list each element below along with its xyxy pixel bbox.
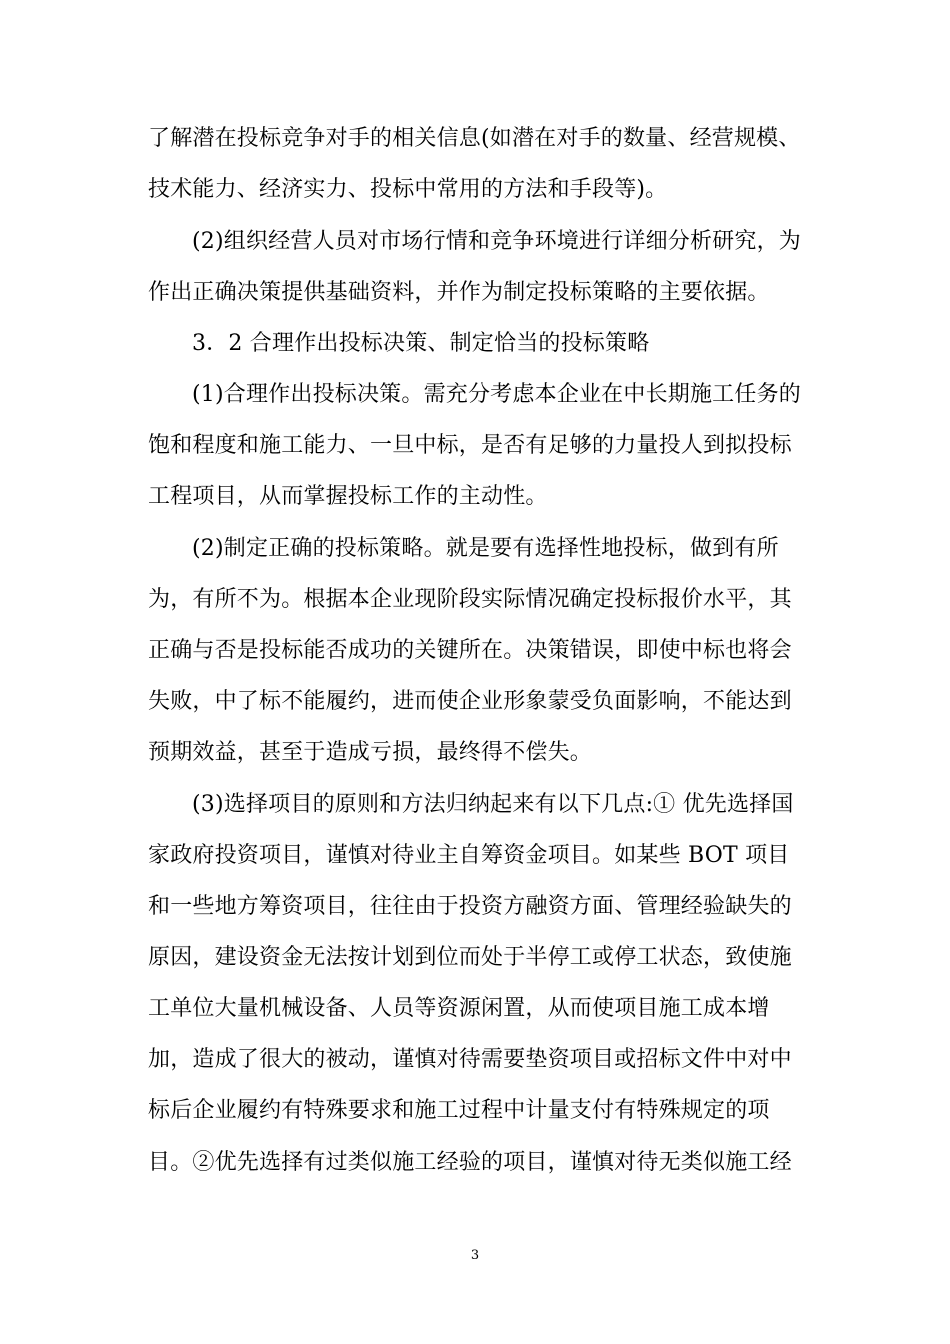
text-line: 为，有所不为。根据本企业现阶段实际情况确定投标报价水平，其 xyxy=(148,587,792,612)
text-line: 作出正确决策提供基础资料，并作为制定投标策略的主要依据。 xyxy=(148,280,770,305)
text-line: 目。②优先选择有过类似施工经验的项目，谨慎对待无类似施工经 xyxy=(148,1150,792,1175)
text-line: 加，造成了很大的被动，谨慎对待需要垫资项目或招标文件中对中 xyxy=(148,1047,792,1072)
text-line: 标后企业履约有特殊要求和施工过程中计量支付有特殊规定的项 xyxy=(148,1098,770,1123)
text-line: (2)组织经营人员对市场行情和竞争环境进行详细分析研究，为 xyxy=(192,229,801,254)
text-line: 技术能力、经济实力、投标中常用的方法和手段等)。 xyxy=(148,177,668,202)
text-line: (1)合理作出投标决策。需充分考虑本企业在中长期施工任务的 xyxy=(192,382,801,407)
section-heading: 3．2 合理作出投标决策、制定恰当的投标策略 xyxy=(192,331,650,356)
text-line: 工程项目，从而掌握投标工作的主动性。 xyxy=(148,484,548,509)
text-line: 失败，中了标不能履约，进而使企业形象蒙受负面影响，不能达到 xyxy=(148,689,792,714)
text-line: 工单位大量机械设备、人员等资源闲置，从而使项目施工成本增 xyxy=(148,996,770,1021)
text-line: 饱和程度和施工能力、一旦中标，是否有足够的力量投人到拟投标 xyxy=(148,433,792,458)
text-line: 正确与否是投标能否成功的关键所在。决策错误，即使中标也将会 xyxy=(148,638,792,663)
text-line: 了解潜在投标竞争对手的相关信息(如潜在对手的数量、经营规模、 xyxy=(148,126,801,151)
text-line: 原因，建设资金无法按计划到位而处于半停工或停工状态，致使施 xyxy=(148,945,792,970)
text-line: 和一些地方筹资项目，往往由于投资方融资方面、管理经验缺失的 xyxy=(148,894,792,919)
page-number: 3 xyxy=(470,1248,480,1263)
text-line: (3)选择项目的原则和方法归纳起来有以下几点:① 优先选择国 xyxy=(192,792,794,817)
text-line: (2)制定正确的投标策略。就是要有选择性地投标，做到有所 xyxy=(192,536,779,561)
text-line: 家政府投资项目，谨慎对待业主自筹资金项目。如某些 BOT 项目 xyxy=(148,843,790,868)
text-line: 预期效益，甚至于造成亏损，最终得不偿失。 xyxy=(148,740,593,765)
